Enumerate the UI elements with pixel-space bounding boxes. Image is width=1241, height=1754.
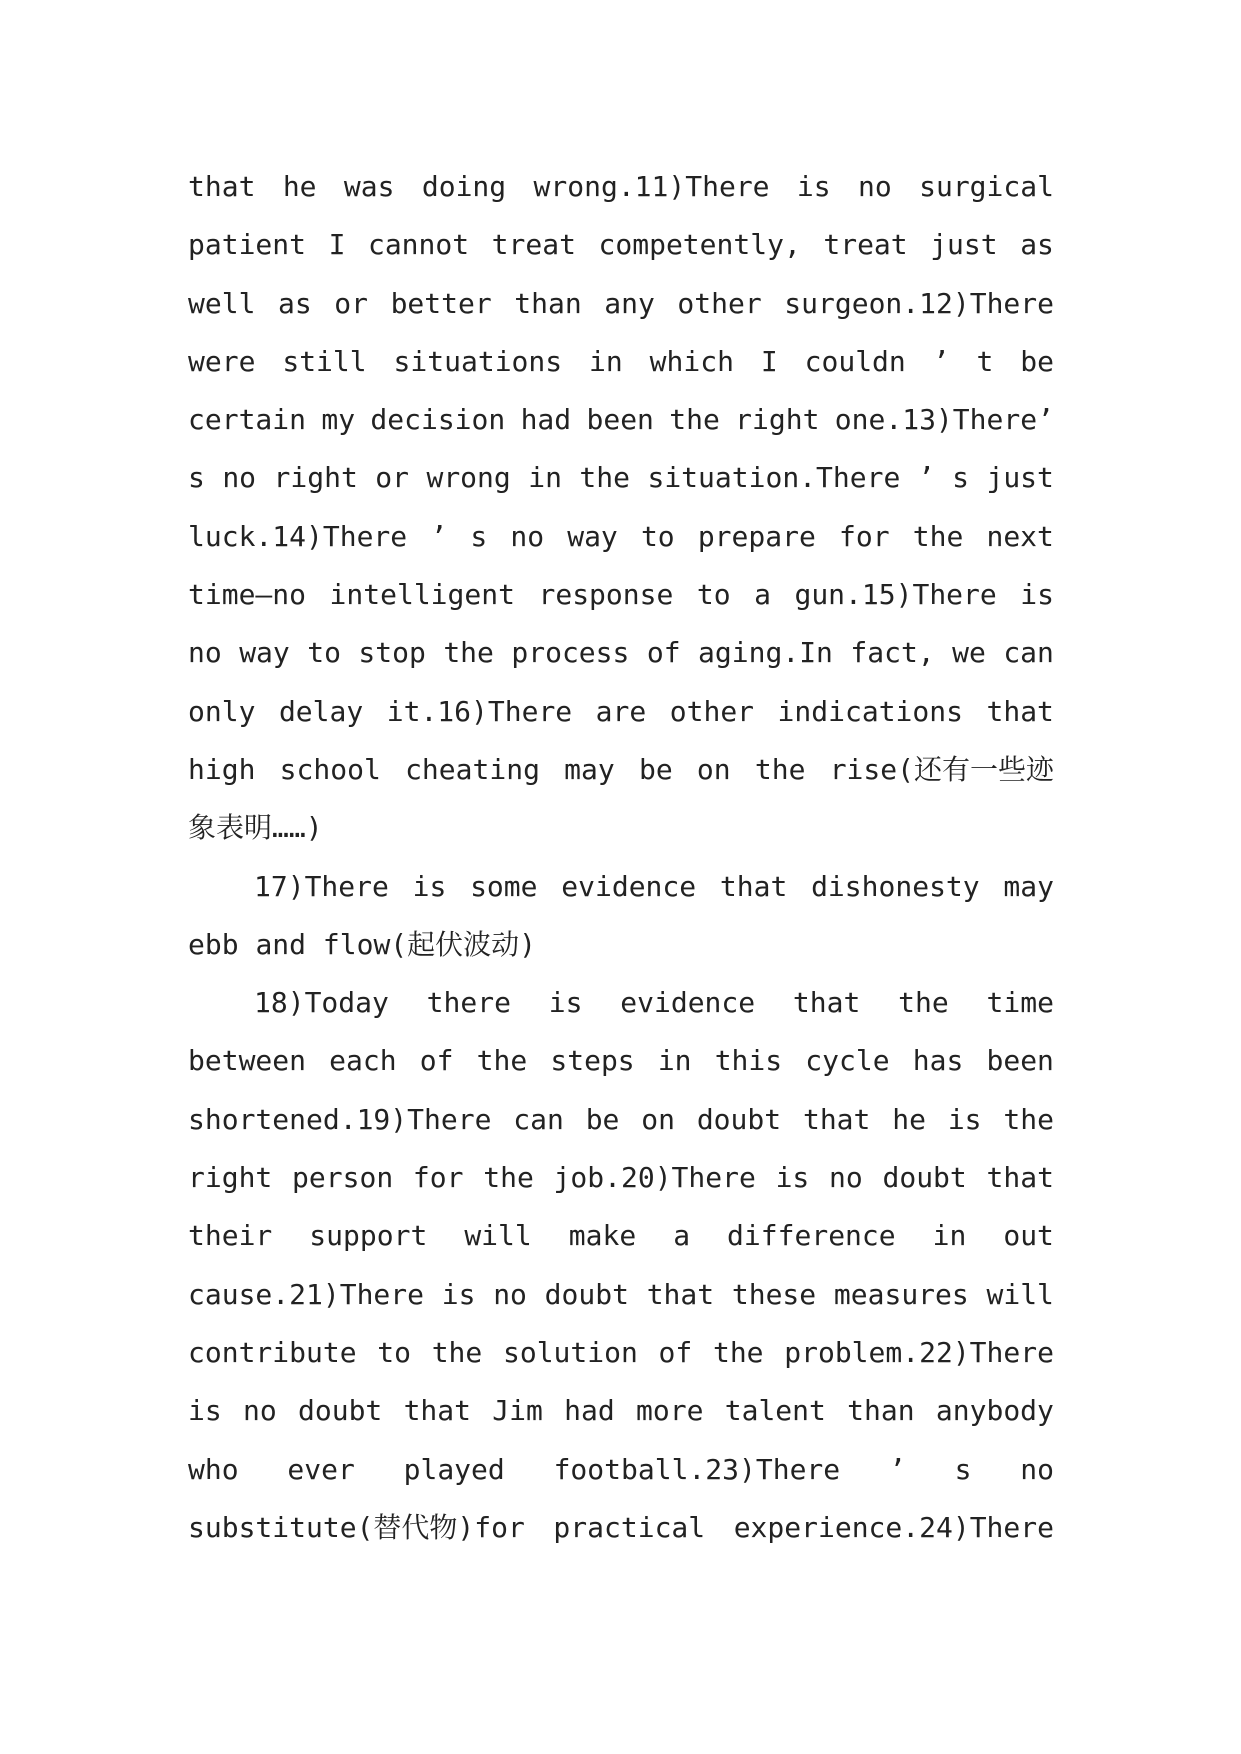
- word: to: [377, 1335, 411, 1369]
- text-line: [188, 741, 1054, 799]
- word: couldn: [804, 344, 906, 378]
- word: and: [255, 927, 307, 961]
- word: problem.22)There: [784, 1335, 1054, 1369]
- word: 象表明……): [188, 811, 323, 845]
- word: s: [952, 461, 969, 495]
- word: in: [657, 1044, 692, 1078]
- word: which: [649, 344, 734, 378]
- word: no: [858, 170, 892, 203]
- word: to: [640, 519, 675, 553]
- word: a: [673, 1219, 691, 1253]
- word: ever: [287, 1452, 355, 1486]
- word: surgeon.12)There: [784, 286, 1054, 320]
- word: that: [986, 694, 1054, 728]
- word: had: [564, 1394, 615, 1428]
- word: can: [513, 1102, 564, 1136]
- word: treat: [823, 228, 908, 262]
- word: for: [839, 519, 890, 553]
- word: dishonesty: [811, 869, 980, 903]
- word: had: [520, 403, 572, 437]
- word: evidence: [620, 986, 756, 1020]
- word: the: [579, 461, 630, 495]
- word: delay: [278, 694, 364, 728]
- word: been: [586, 403, 654, 437]
- text-line: [188, 799, 1054, 857]
- text-line: [188, 391, 1054, 449]
- word: he: [892, 1102, 926, 1136]
- word: job.20)There: [553, 1161, 756, 1195]
- word: right: [735, 403, 820, 437]
- word: the: [669, 403, 720, 437]
- word: of: [419, 1044, 454, 1078]
- text-line: [188, 216, 1054, 274]
- word: a: [754, 578, 771, 612]
- word: wrong: [426, 461, 511, 495]
- word: between: [188, 1044, 307, 1078]
- word: high: [188, 752, 256, 786]
- word: doing: [421, 170, 507, 203]
- word: stop: [358, 636, 426, 670]
- word: is: [775, 1161, 810, 1195]
- word: situation.There: [647, 461, 901, 495]
- word: measures: [833, 1277, 969, 1311]
- word: on: [641, 1102, 675, 1136]
- word: luck.14)There: [188, 519, 408, 553]
- word: that: [403, 1394, 472, 1428]
- word: in: [932, 1219, 967, 1253]
- word: as: [278, 286, 312, 320]
- word: 18)Today: [254, 986, 389, 1020]
- word: difference: [727, 1219, 896, 1253]
- word: will: [986, 1277, 1054, 1311]
- word: ’: [917, 461, 935, 495]
- word: played: [403, 1452, 505, 1486]
- word: doubt: [298, 1394, 383, 1428]
- word: cycle: [805, 1044, 890, 1078]
- word: be: [638, 752, 673, 786]
- word: is: [947, 1102, 982, 1136]
- word: way: [239, 636, 290, 670]
- word: was: [343, 170, 395, 203]
- word: one.13)There’: [834, 403, 1054, 437]
- word: right: [273, 461, 358, 495]
- word: make: [568, 1219, 637, 1253]
- word: s: [954, 1452, 972, 1486]
- text-line: [188, 1324, 1054, 1382]
- word: I: [760, 344, 778, 378]
- word: that: [188, 170, 256, 203]
- word: ’: [932, 344, 950, 378]
- word: is: [188, 1394, 222, 1428]
- word: each: [329, 1044, 397, 1078]
- document-body-text: [188, 158, 1054, 1557]
- word: is: [1020, 578, 1054, 612]
- text-line: [188, 1382, 1054, 1440]
- word: substitute(替代物)for: [188, 1510, 525, 1544]
- word: rise(还有一些迹: [829, 752, 1054, 786]
- word: any: [604, 286, 655, 320]
- text-line: [188, 275, 1054, 333]
- word: just: [930, 228, 998, 262]
- word: next: [986, 519, 1054, 553]
- word: the: [476, 1044, 528, 1078]
- word: may: [1003, 869, 1054, 903]
- word: no: [493, 1277, 527, 1311]
- text-line: [188, 333, 1054, 391]
- text-line: [188, 158, 1054, 216]
- text-line: [188, 974, 1054, 1032]
- word: be: [585, 1102, 620, 1136]
- word: certain: [188, 403, 307, 437]
- word: s: [470, 519, 488, 553]
- word: is: [412, 869, 447, 903]
- word: well: [188, 286, 256, 320]
- word: is: [441, 1277, 476, 1311]
- word: is: [796, 170, 831, 203]
- word: decision: [370, 403, 506, 437]
- text-line: [188, 1441, 1054, 1499]
- word: has: [912, 1044, 964, 1078]
- word: experience.24)There: [733, 1510, 1054, 1544]
- word: response: [538, 578, 674, 612]
- word: of: [658, 1335, 693, 1369]
- word: way: [567, 519, 618, 553]
- word: school: [279, 752, 381, 786]
- word: process: [511, 636, 630, 670]
- word: just: [986, 461, 1054, 495]
- word: the: [443, 636, 494, 670]
- word: than: [514, 286, 582, 320]
- word: their: [188, 1219, 273, 1253]
- word: that: [986, 1161, 1054, 1195]
- word: out: [1003, 1219, 1054, 1253]
- word: no: [510, 519, 545, 553]
- word: anybody: [935, 1394, 1054, 1428]
- word: still: [282, 344, 367, 378]
- word: is: [548, 986, 583, 1020]
- word: the: [1003, 1102, 1054, 1136]
- word: competently,: [598, 228, 801, 262]
- word: right: [188, 1161, 273, 1195]
- text-line: [188, 1091, 1054, 1149]
- word: cheating: [405, 752, 540, 786]
- word: Jim: [492, 1394, 543, 1428]
- word: are: [595, 694, 647, 728]
- word: will: [464, 1219, 532, 1253]
- word: who: [188, 1452, 239, 1486]
- word: there: [426, 986, 511, 1020]
- word: more: [636, 1394, 704, 1428]
- word: that: [719, 869, 788, 903]
- word: t: [976, 344, 994, 378]
- word: the: [712, 1335, 764, 1369]
- word: for: [412, 1161, 464, 1195]
- word: aging.In: [698, 636, 833, 670]
- word: that: [792, 986, 861, 1020]
- word: or: [334, 286, 368, 320]
- text-line: [188, 624, 1054, 682]
- word: prepare: [697, 519, 816, 553]
- word: that: [646, 1277, 715, 1311]
- word: than: [847, 1394, 915, 1428]
- word: better: [390, 286, 492, 320]
- word: solution: [502, 1335, 638, 1369]
- text-line: [188, 1499, 1054, 1557]
- word: been: [986, 1044, 1054, 1078]
- word: evidence: [561, 869, 697, 903]
- word: the: [898, 986, 949, 1020]
- word: were: [188, 344, 256, 378]
- word: or: [375, 461, 409, 495]
- word: cannot: [367, 228, 470, 262]
- word: these: [731, 1277, 817, 1311]
- word: fact,: [850, 636, 935, 670]
- word: patient: [188, 228, 307, 262]
- word: treat: [491, 228, 576, 262]
- word: no: [243, 1394, 277, 1428]
- word: the: [754, 752, 806, 786]
- word: in: [589, 344, 623, 378]
- word: some: [470, 869, 538, 903]
- word: surgical: [919, 170, 1054, 203]
- word: may: [564, 752, 615, 786]
- word: we: [952, 636, 986, 670]
- word: it.16)There: [386, 694, 573, 728]
- word: football.23)There: [553, 1452, 841, 1486]
- word: only: [188, 694, 256, 728]
- word: this: [714, 1044, 783, 1078]
- word: that: [802, 1102, 871, 1136]
- word: to: [307, 636, 341, 670]
- text-line: [188, 858, 1054, 916]
- word: no: [1020, 1452, 1054, 1486]
- text-line: [188, 916, 1054, 974]
- word: other: [669, 694, 755, 728]
- word: no: [188, 636, 222, 670]
- word: no: [222, 461, 257, 495]
- word: no: [829, 1161, 863, 1195]
- word: s: [188, 461, 205, 495]
- word: gun.15)There: [794, 578, 997, 612]
- word: wrong.11)There: [533, 170, 770, 203]
- word: doubt: [696, 1102, 782, 1136]
- word: doubt: [882, 1161, 967, 1195]
- text-line: [188, 1207, 1054, 1265]
- word: the: [912, 519, 964, 553]
- word: ebb: [188, 927, 239, 961]
- text-line: [188, 1266, 1054, 1324]
- word: the: [431, 1335, 483, 1369]
- word: of: [646, 636, 681, 670]
- word: situations: [393, 344, 563, 378]
- text-line: [188, 683, 1054, 741]
- text-line: [188, 508, 1054, 566]
- word: indications: [777, 694, 963, 728]
- word: can: [1003, 636, 1054, 670]
- word: talent: [724, 1394, 826, 1428]
- word: on: [696, 752, 731, 786]
- word: other: [677, 286, 762, 320]
- word: person: [292, 1161, 394, 1195]
- word: be: [1020, 344, 1054, 378]
- word: ’: [888, 1452, 906, 1486]
- word: time: [986, 986, 1054, 1020]
- word: steps: [550, 1044, 635, 1078]
- word: the: [483, 1161, 534, 1195]
- word: cause.21)There: [188, 1277, 425, 1311]
- word: shortened.19)There: [188, 1102, 492, 1136]
- word: my: [321, 403, 356, 437]
- word: as: [1020, 228, 1054, 262]
- word: doubt: [544, 1277, 629, 1311]
- word: 17)There: [254, 869, 389, 903]
- word: ’: [430, 519, 448, 553]
- text-line: [188, 449, 1054, 507]
- text-line: [188, 1149, 1054, 1207]
- word: intelligent: [329, 578, 515, 612]
- word: support: [309, 1219, 428, 1253]
- word: in: [528, 461, 562, 495]
- word: he: [282, 170, 317, 203]
- word: flow(起伏波动): [322, 927, 537, 961]
- word: practical: [553, 1510, 706, 1544]
- word: to: [696, 578, 731, 612]
- text-line: [188, 1032, 1054, 1090]
- word: I: [328, 228, 346, 262]
- text-line: [188, 566, 1054, 624]
- word: time—no: [188, 578, 307, 612]
- word: contribute: [188, 1335, 357, 1369]
